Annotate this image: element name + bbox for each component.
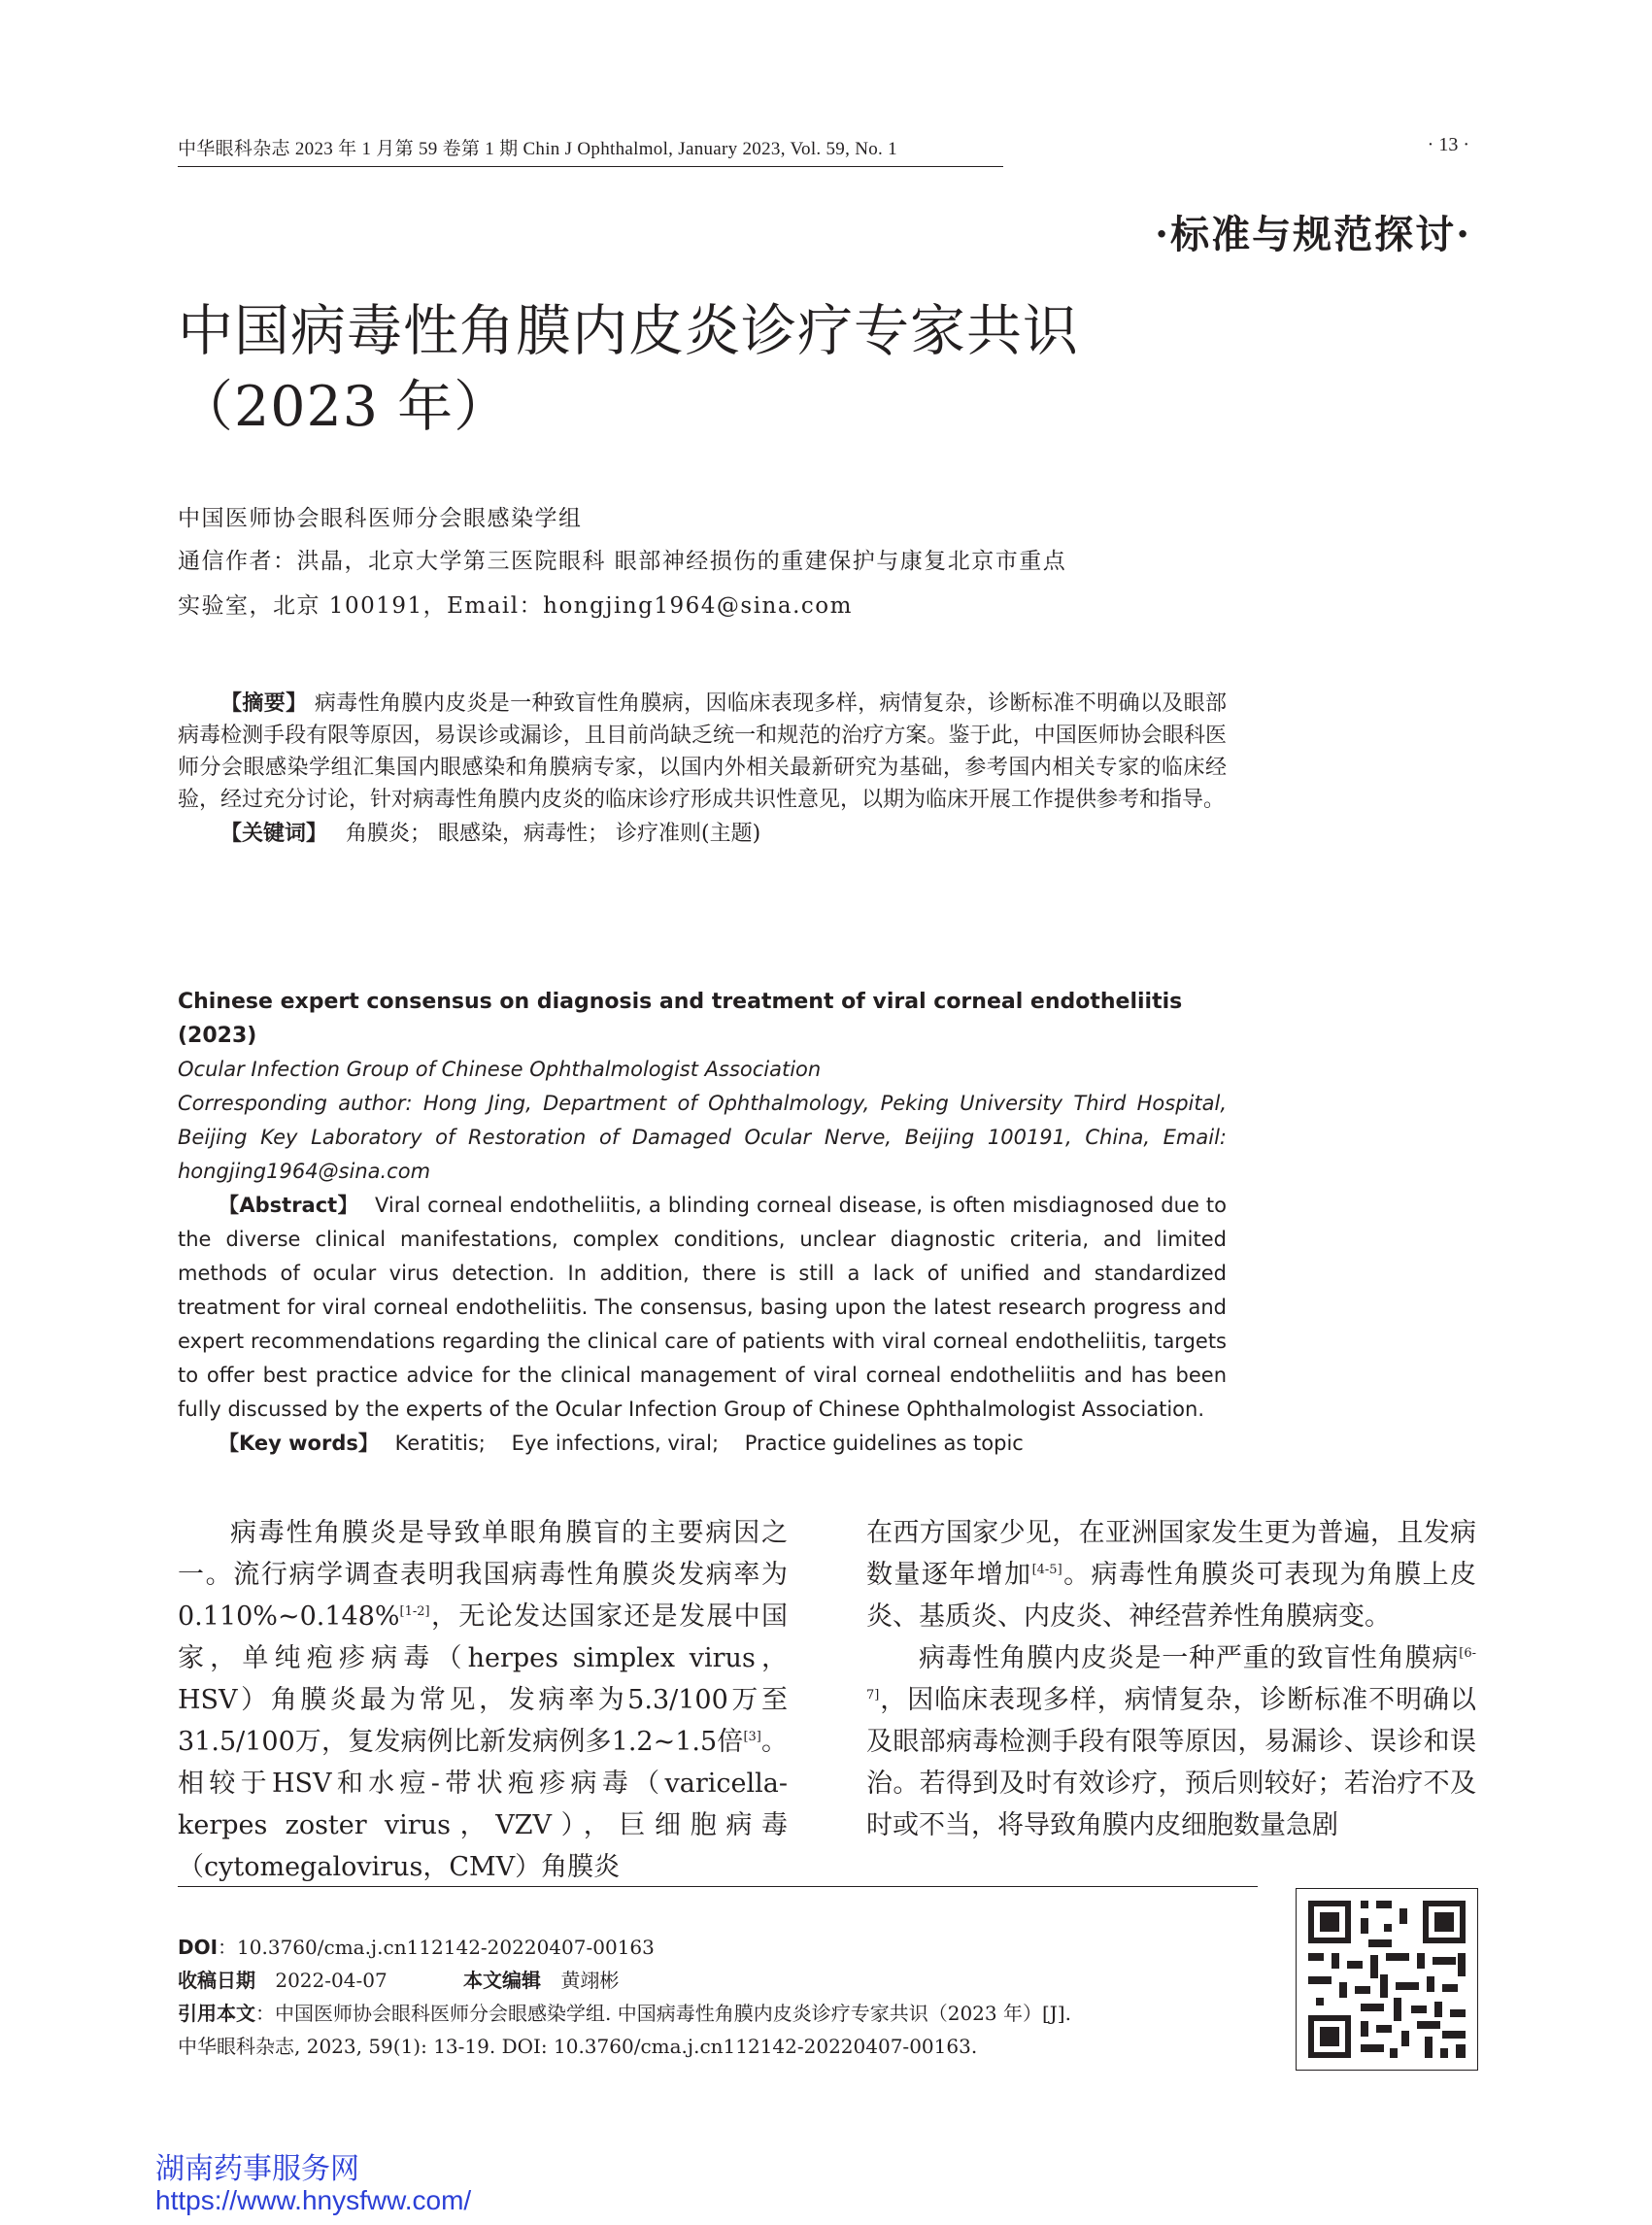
citation-ref: [4-5] <box>1031 1563 1062 1577</box>
doi-label: DOI <box>178 1936 219 1959</box>
section-label: ·标准与规范探讨· <box>1155 212 1471 257</box>
body-text: 。病毒性角膜炎可表现为角膜上皮炎、基质炎、内皮炎、神经营养性角膜病变。 <box>866 1560 1477 1632</box>
doi-line <box>178 1931 1265 1964</box>
english-group: Ocular Infection Group of Chinese Ophthalmologist Association <box>178 1058 822 1081</box>
doi-value[interactable]: ：10.3760/cma.j.cn112142-20220407-00163 <box>218 1936 655 1959</box>
english-abstract-block <box>178 985 1227 1461</box>
body-text: 病毒性角膜内皮炎是一种严重的致盲性角膜病 <box>919 1643 1460 1673</box>
editor-name: 黄翊彬 <box>560 1969 620 1992</box>
citation-ref: [3] <box>743 1730 761 1744</box>
body-text: 在西方国家少见，在亚洲国家发生更为普遍，且发病数量逐年增加 <box>866 1518 1476 1590</box>
qr-code-icon[interactable] <box>1296 1888 1478 2071</box>
english-abstract <box>178 1189 1227 1427</box>
english-corresponding: Corresponding author: Hong Jing, Department of Ophthalmology, Peking University Third Hospital, Beijing Key Laboratory of Restoration of Damaged Ocular Nerve, Beijing 100191, China, Email: hongjing1964@sina.com <box>178 1092 1227 1183</box>
author-group: 中国医师协会眼科医师分会眼感染学组 <box>178 506 583 531</box>
received-line <box>178 1964 1265 1997</box>
english-keywords <box>178 1427 1227 1461</box>
citation-ref: [1-2] <box>399 1604 430 1619</box>
body-paragraph <box>866 1512 1476 1637</box>
watermark-site-name: 湖南药事服务网 <box>155 2152 359 2186</box>
body-text: 病毒性角膜炎是导致单眼角膜盲的主要病因之一。流行病学调查表明我国病毒性角膜炎发病率为0.110%~0.148% <box>178 1518 788 1632</box>
editor-label: 本文编辑 <box>463 1969 542 1992</box>
footer-divider <box>178 1886 1258 1887</box>
english-keywords-text: Keratitis; Eye infections, viral; Practice guidelines as topic <box>394 1432 1024 1455</box>
article-title <box>178 293 1079 445</box>
article-title-line1: 中国病毒性角膜内皮炎诊疗专家共识 <box>178 299 1079 363</box>
abstract-text: 病毒性角膜内皮炎是一种致盲性角膜病，因临床表现多样，病情复杂，诊断标准不明确以及眼部病毒检测手段有限等原因，易误诊或漏诊，且目前尚缺乏统一和规范的治疗方案。鉴于此，中国医师协会眼科医师分会眼感染学组汇集国内眼感染和角膜病专家，以国内外相关最新研究为基础，参考国内相关专家的临床经验，经过充分讨论，针对病毒性角膜内皮炎的临床诊疗形成共识性意见，以期为临床开展工作提供参考和指导。 <box>178 691 1227 812</box>
body-column-right <box>866 1512 1476 1846</box>
body-text: ，因临床表现多样，病情复杂，诊断标准不明确以及眼部病毒检测手段有限等原因，易漏诊、误诊和误治。若得到及时有效诊疗，预后则较好；若治疗不及时或不当，将导致角膜内皮细胞数量急剧 <box>866 1685 1476 1840</box>
cite-label: 引用本文 <box>178 2002 255 2025</box>
body-paragraph <box>178 1512 788 1888</box>
abstract-cn <box>178 688 1227 850</box>
cite-line-2: 中华眼科杂志, 2023, 59(1): 13-19. DOI: 10.3760/cma.j.cn112142-20220407-00163. <box>178 2035 978 2058</box>
keywords-text: 角膜炎； 眼感染，病毒性； 诊疗准则(主题) <box>346 822 761 846</box>
article-footer <box>178 1931 1265 2063</box>
article-title-line2: （2023 年） <box>178 375 511 439</box>
english-abstract-text: Viral corneal endotheliitis, a blinding corneal disease, is often misdiagnosed due to the diverse clinical manifestations, complex conditions, unclear diagnostic criteria, and limited methods of ocular virus detection. In addition, there is still a lack of unified and standardized treatment for viral corneal endotheliitis. The consensus, basing upon the latest research progress and expert recommendations regarding the clinical care of patients with viral corneal endotheliitis, targets to offer best practice advice for the clinical management of viral corneal endotheliitis and has been fully discussed by the experts of the Ocular Infection Group of Chinese Ophthalmologist Association. <box>178 1194 1227 1421</box>
body-text: ，无论发达国家还是发展中国家，单纯疱疹病毒（herpes simplex virus，HSV）角膜炎最为常见，发病率为5.3/100万至31.5/100万，复发病例比新发病例多1.2~1.5倍 <box>178 1601 788 1757</box>
english-keywords-label: 【Key words】 <box>219 1432 379 1455</box>
received-date: 2022-04-07 <box>275 1969 388 1992</box>
keywords-label: 【关键词】 <box>220 822 328 846</box>
running-header: 中华眼科杂志 2023 年 1 月第 59 卷第 1 期 Chin J Ophthalmol, January 2023, Vol. 59, No. 1 <box>178 134 1003 167</box>
watermark-url-link[interactable]: https://www.hnysfww.com/ <box>155 2185 472 2215</box>
page-number: · 13 · <box>1427 134 1469 155</box>
corresponding-author-line1: 通信作者：洪晶，北京大学第三医院眼科 眼部神经损伤的重建保护与康复北京市重点 <box>178 549 1067 574</box>
english-abstract-label: 【Abstract】 <box>219 1194 358 1217</box>
body-text: 。相较于HSV和水痘-带状疱疹病毒（varicella-kerpes zoster virus，VZV），巨细胞病毒（cytomegalovirus，CMV）角膜炎 <box>178 1727 789 1882</box>
cite-text: ：中国医师协会眼科医师分会眼感染学组. 中国病毒性角膜内皮炎诊疗专家共识（2023 年）[J]. <box>255 2002 1071 2025</box>
body-paragraph <box>866 1637 1476 1846</box>
received-label: 收稿日期 <box>178 1969 255 1992</box>
qr-code-graphic <box>1297 1889 1477 2070</box>
abstract-label: 【摘要】 <box>220 691 308 716</box>
english-title: Chinese expert consensus on diagnosis and treatment of viral corneal endotheliitis (2023) <box>178 990 1183 1048</box>
corresponding-author-line2: 实验室，北京 100191，Email：hongjing1964@sina.com <box>178 593 853 619</box>
cite-line <box>178 1997 1265 2030</box>
citation-ref: [6-7] <box>866 1646 1476 1702</box>
body-column-left <box>178 1512 788 1888</box>
